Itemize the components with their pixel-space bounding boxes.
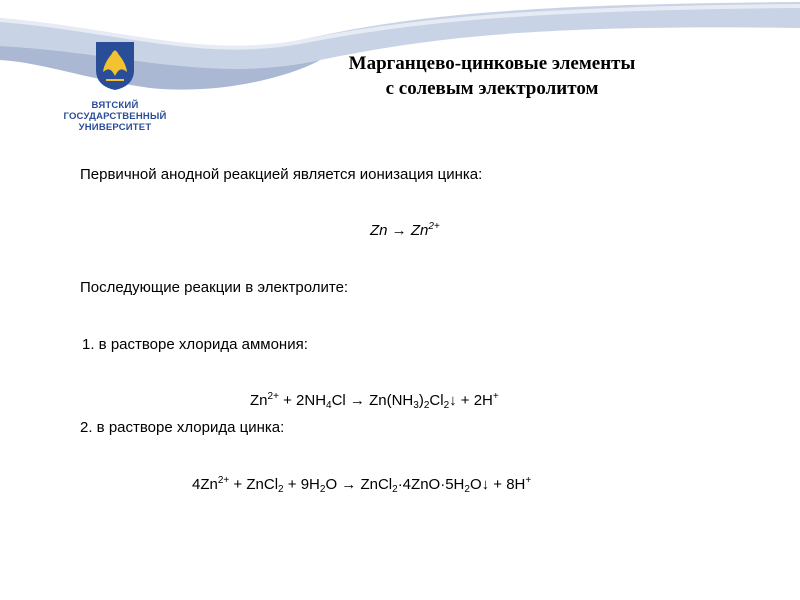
eq1-arrow: → xyxy=(387,222,411,239)
eq3-part2: + ZnCl xyxy=(229,476,279,493)
eq3-sup6: + xyxy=(525,475,532,486)
university-logo xyxy=(60,40,170,135)
equation-zinc-chloride xyxy=(192,476,531,494)
eq2-sup6: + xyxy=(492,391,499,402)
eq2-sub2: 4 xyxy=(326,400,332,411)
equation-zinc-ionization xyxy=(370,222,440,240)
eq3-sub5: 2 xyxy=(464,484,470,495)
equation-ammonium-chloride xyxy=(250,392,499,410)
university-name-line3: УНИВЕРСИТЕТ xyxy=(78,122,152,133)
university-shield-icon xyxy=(94,40,136,92)
eq3-sub2: 2 xyxy=(278,484,284,495)
eq2-part1: Zn xyxy=(250,392,268,409)
slide-title xyxy=(282,51,702,101)
eq2-part2: + 2NH xyxy=(278,392,327,409)
eq3-sub4: 2 xyxy=(392,484,398,495)
item2-zinc-chloride: 2. в растворе хлорида цинка: xyxy=(80,419,285,436)
eq2-sub4: 2 xyxy=(423,400,430,411)
slide-title-line2: с солевым электролитом xyxy=(385,78,599,99)
eq3-part1: 4Zn xyxy=(192,476,218,493)
eq2-sub3: 3 xyxy=(413,400,419,411)
university-name-line1: ВЯТСКИЙ xyxy=(91,100,139,111)
eq3-part6: O↓ + 8H xyxy=(469,476,526,493)
eq1-right: Zn xyxy=(410,222,429,239)
subsequent-reactions-text: Последующие реакции в электролите: xyxy=(80,279,349,296)
eq1-right-charge: 2+ xyxy=(428,221,440,232)
eq3-sup1: 2+ xyxy=(217,475,230,486)
eq3-part5: ·4ZnO·5H xyxy=(397,476,465,493)
eq2-sup1: 2+ xyxy=(267,391,279,402)
eq3-part4: O → ZnCl xyxy=(325,476,393,493)
eq2-part3: Cl → Zn(NH xyxy=(331,392,414,409)
item1-ammonium-chloride: 1. в растворе хлорида аммония: xyxy=(82,336,308,353)
slide-title-line1: Марганцево-цинковые элементы xyxy=(348,53,636,74)
university-name-line2: ГОСУДАРСТВЕННЫЙ xyxy=(63,111,167,122)
eq3-sub3: 2 xyxy=(319,484,326,495)
eq2-sub5: 2 xyxy=(443,400,450,411)
eq3-part3: + 9H xyxy=(283,476,320,493)
eq2-part4: ) xyxy=(418,392,424,409)
intro-text: Первичной анодной реакцией является ионизация цинка: xyxy=(80,166,483,183)
eq2-part6: ↓ + 2H xyxy=(449,392,493,409)
eq1-left: Zn xyxy=(370,222,388,239)
eq2-part5: Cl xyxy=(429,392,444,409)
